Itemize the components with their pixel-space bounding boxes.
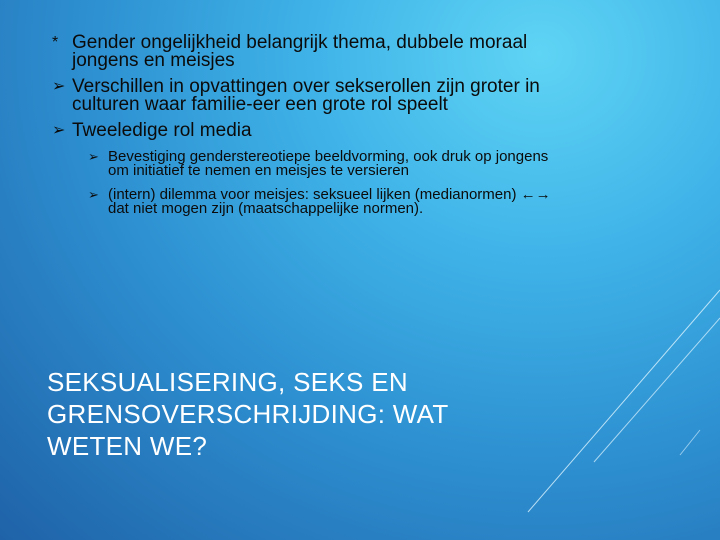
- sub-bullet-item-bevestiging: [88, 150, 572, 178]
- bullet-item-media: [52, 122, 572, 140]
- arrow-bullet-icon: ➢: [88, 149, 99, 164]
- slide-title: SEKSUALISERING, SEKS EN GRENSOVERSCHRIJDING: WAT WETEN WE?: [47, 367, 449, 461]
- arrow-bullet-icon: ➢: [88, 187, 99, 202]
- sub-bullet-text: Bevestiging genderstereotiepe beeldvorming, ook druk op jongens om initiatief te nemen en meisjes te versieren: [108, 148, 549, 179]
- arrow-bullet-icon: ➢: [52, 122, 66, 139]
- bullet-text: Gender ongelijkheid belangrijk thema, dubbele moraal jongens en meisjes: [72, 32, 528, 71]
- asterisk-icon: *: [52, 34, 59, 51]
- bullet-text: Verschillen in opvattingen over sekserollen zijn groter in culturen waar familie-eer een grote rol speelt: [72, 76, 540, 115]
- bullet-text: Tweeledige rol media: [72, 120, 252, 141]
- bullet-item-gender: [52, 34, 572, 70]
- bullet-list: [52, 34, 572, 226]
- sub-bullet-item-dilemma: [88, 188, 572, 216]
- sub-bullet-text: (intern) dilemma voor meisjes: seksueel lijken (medianormen) ←→ dat niet mogen zijn (maatschappelijke normen).: [108, 186, 551, 217]
- bullet-item-sekserollen: [52, 78, 572, 114]
- arrow-bullet-icon: ➢: [52, 78, 66, 95]
